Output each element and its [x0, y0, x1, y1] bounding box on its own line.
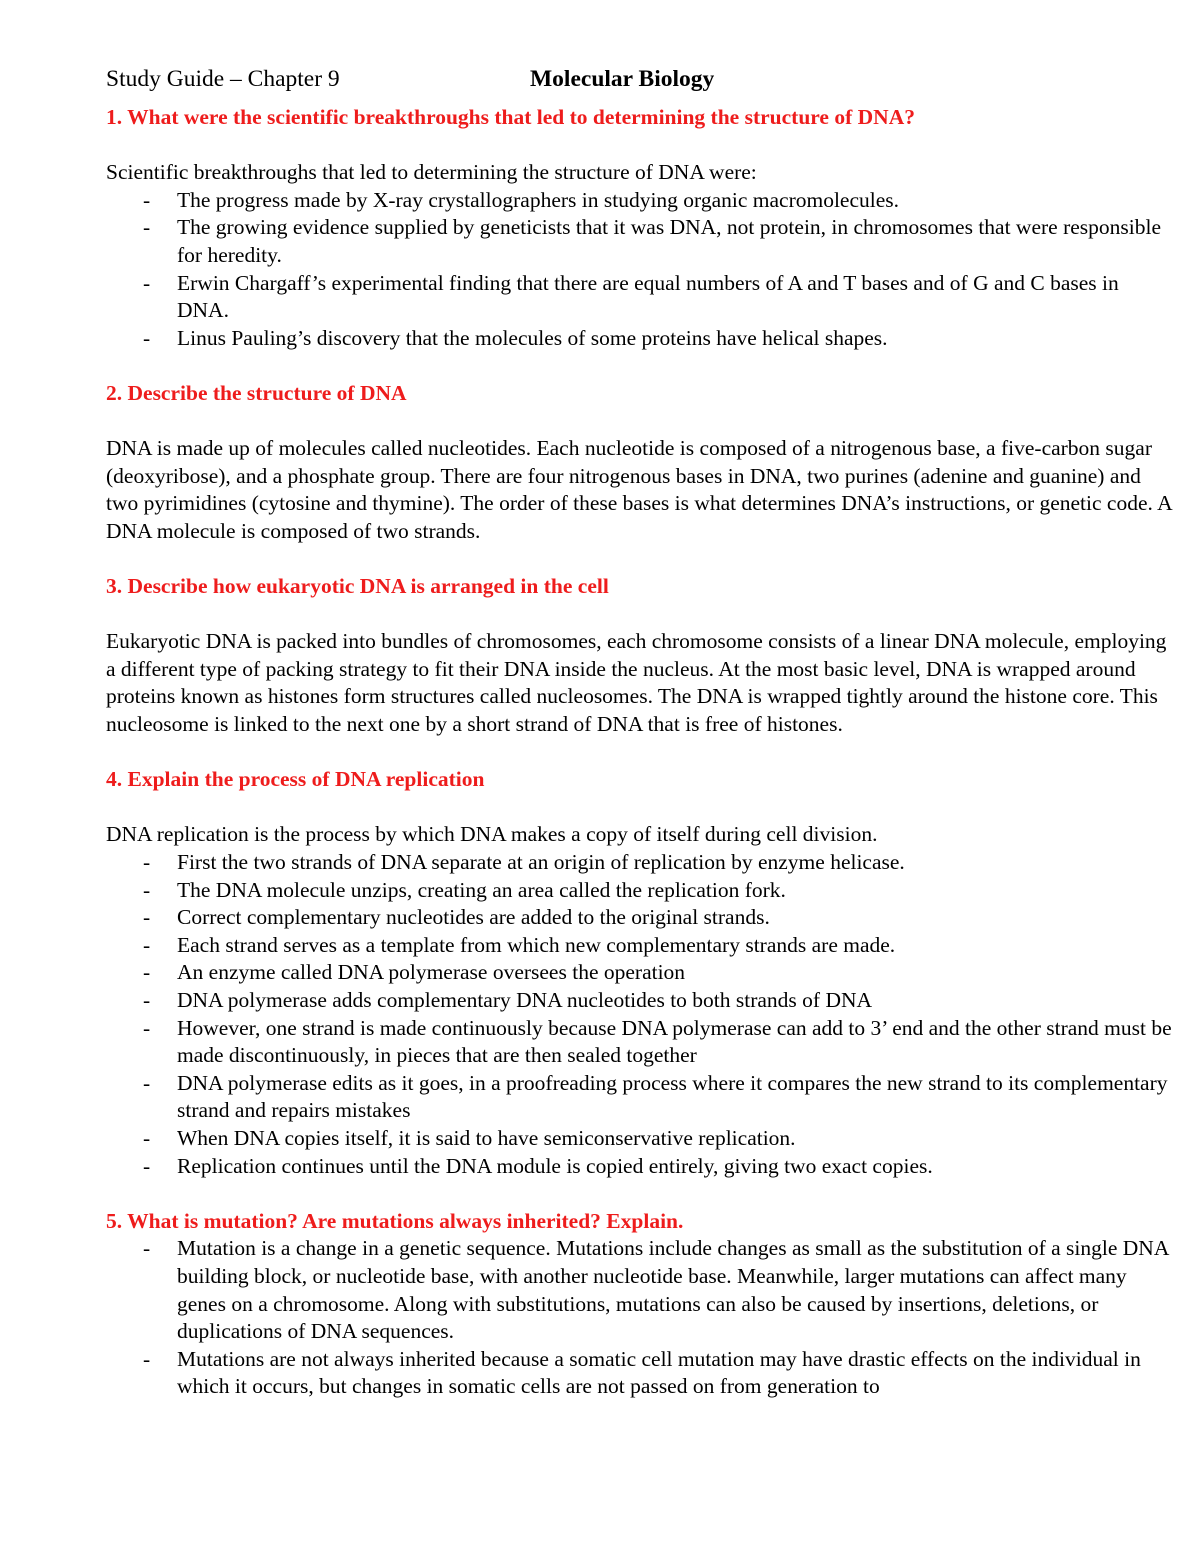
bullet-dash: -: [143, 1236, 151, 1261]
bullet-dash: -: [143, 215, 151, 240]
question-1: 1. What were the scientific breakthroughs that led to determining the structure of DNA?: [106, 105, 915, 129]
list-item: - The progress made by X-ray crystallographers in studying organic macromolecules.: [106, 187, 1176, 215]
list-item: - However, one strand is made continuously because DNA polymerase can add to 3’ end and the other strand must be made discontinuously, in pieces that are then sealed together: [143, 1015, 1172, 1068]
bullet-dash: -: [143, 850, 151, 875]
list-item: - The DNA molecule unzips, creating an area called the replication fork.: [106, 877, 1176, 905]
bullet-dash: -: [143, 905, 151, 930]
page-header: [106, 62, 1176, 96]
bullet-dash: -: [143, 877, 151, 902]
section-3-paragraph: Eukaryotic DNA is packed into bundles of chromosomes, each chromosome consists of a linear DNA molecule, employing a different type of packing strategy to fit their DNA inside the nucleus. At the most basic level, DNA is wrapped around proteins known as histones form structures called nucleosomes. The DNA is wrapped tightly around the histone core. This nucleosome is linked to the next one by a short strand of DNA that is free of histones.: [106, 629, 1167, 737]
list-item: - Correct complementary nucleotides are added to the original strands.: [106, 904, 1176, 932]
section-1-bullets: [106, 187, 1176, 353]
section-1-intro: Scientific breakthroughs that led to determining the structure of DNA were:: [106, 160, 757, 185]
list-item: - Mutation is a change in a genetic sequence. Mutations include changes as small as the substitution of a single DNA building block, or nucleotide base, with another nucleotide base. Meanwhile, larger mutations can affect many genes on a chromosome. Along with substitutions, mutations can also be caused by insertions, deletions, or duplications of DNA sequences.: [143, 1236, 1169, 1344]
list-item: - Each strand serves as a template from which new complementary strands are made.: [106, 932, 1176, 960]
bullet-dash: -: [143, 187, 151, 212]
section-2-paragraph: DNA is made up of molecules called nucleotides. Each nucleotide is composed of a nitrogenous base, a five-carbon sugar (deoxyribose), and a phosphate group. There are four nitrogenous bases in DNA, two purines (adenine and guanine) and two pyrimidines (cytosine and thymine). The order of these bases is what determines DNA’s instructions, or genetic code. A DNA molecule is composed of two strands.: [106, 436, 1172, 543]
bullet-dash: -: [143, 1070, 151, 1095]
bullet-dash: -: [143, 1346, 151, 1371]
list-item: - The growing evidence supplied by geneticists that it was DNA, not protein, in chromosomes that were responsible for heredity.: [143, 215, 1162, 267]
question-3: 3. Describe how eukaryotic DNA is arranged in the cell: [106, 574, 609, 599]
header-chapter: Study Guide – Chapter 9: [106, 66, 340, 92]
section-5-bullets: [106, 1235, 1176, 1401]
list-item: - First the two strands of DNA separate at an origin of replication by enzyme helicase.: [106, 849, 1176, 877]
bullet-dash: -: [143, 988, 151, 1012]
section-4-intro: DNA replication is the process by which DNA makes a copy of itself during cell division.: [106, 822, 878, 847]
document-content: [106, 62, 1176, 1401]
bullet-dash: -: [143, 1153, 151, 1178]
header-subject: Molecular Biology: [530, 66, 715, 92]
question-5: 5. What is mutation? Are mutations always inherited? Explain.: [106, 1208, 684, 1233]
bullet-dash: -: [143, 1015, 151, 1040]
question-4: 4. Explain the process of DNA replication: [106, 767, 485, 792]
list-item: - Mutations are not always inherited because a somatic cell mutation may have drastic effects on the individual in which it occurs, but changes in somatic cells are not passed on from generation to: [143, 1346, 1141, 1399]
bullet-dash: -: [143, 325, 151, 350]
section-4-bullets: [106, 849, 1176, 1180]
question-2: 2. Describe the structure of DNA: [106, 380, 407, 405]
bullet-dash: -: [143, 1125, 151, 1150]
list-item: - Replication continues until the DNA module is copied entirely, giving two exact copies.: [106, 1153, 1176, 1181]
list-item: - DNA polymerase edits as it goes, in a proofreading process where it compares the new strand to its complementary strand and repairs mistakes: [143, 1070, 1168, 1123]
list-item: - When DNA copies itself, it is said to have semiconservative replication.: [106, 1125, 1176, 1153]
list-item: - Erwin Chargaff’s experimental finding that there are equal numbers of A and T bases and of G and C bases in DNA.: [143, 270, 1119, 323]
bullet-dash: -: [143, 932, 151, 957]
bullet-dash: -: [143, 960, 151, 985]
list-item: - Linus Pauling’s discovery that the molecules of some proteins have helical shapes.: [106, 325, 1176, 353]
list-item: - DNA polymerase adds complementary DNA nucleotides to both strands of DNA: [106, 987, 1176, 1015]
list-item: - An enzyme called DNA polymerase oversees the operation: [106, 959, 1176, 987]
bullet-dash: -: [143, 270, 151, 295]
